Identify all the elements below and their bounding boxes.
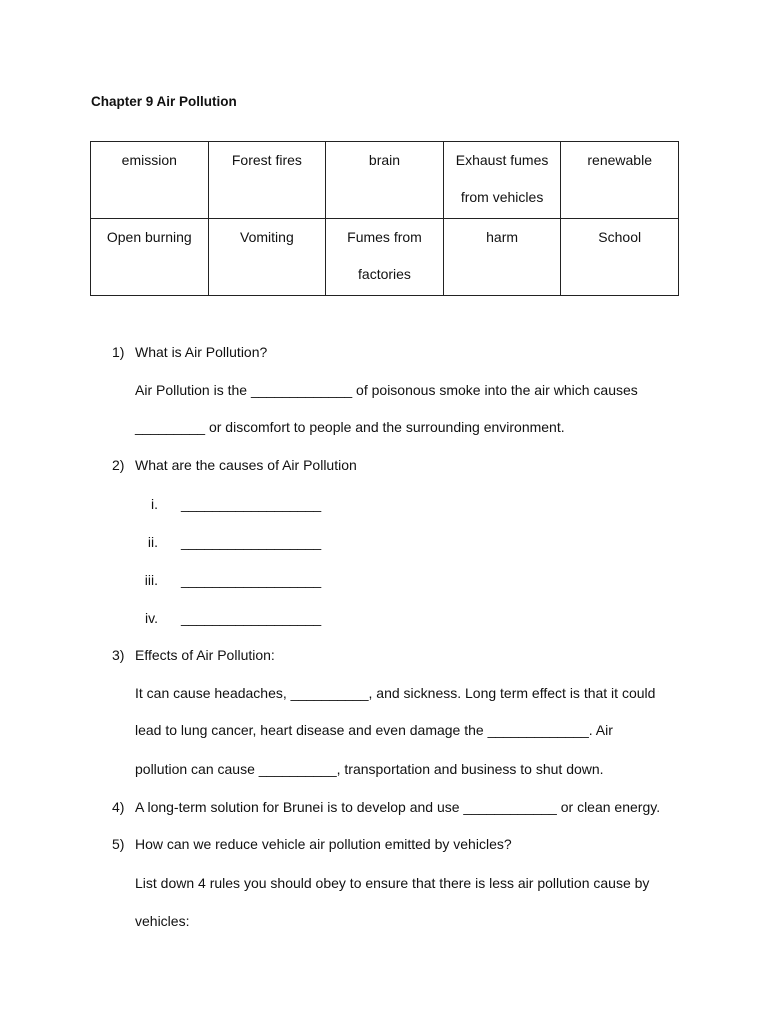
question-number: 3): [112, 647, 125, 663]
answer-line: List down 4 rules you should obey to ensure that there is less air pollution cause by: [135, 875, 650, 891]
answer-line: _________ or discomfort to people and the surrounding environment.: [135, 419, 565, 435]
question-text: A long-term solution for Brunei is to develop and use ____________ or clean energy.: [135, 799, 661, 815]
answer-line: lead to lung cancer, heart disease and even damage the _____________. Air: [135, 722, 613, 738]
word-bank-table: [90, 141, 679, 296]
word-cell: Open burning: [91, 219, 209, 296]
answer-line: It can cause headaches, __________, and sickness. Long term effect is that it could: [135, 685, 656, 701]
question-text: What are the causes of Air Pollution: [135, 457, 357, 473]
question-number: 2): [112, 457, 125, 473]
word-cell: School: [561, 219, 679, 296]
question-4: [112, 798, 660, 816]
answer-blank: __________________: [181, 496, 322, 512]
question-5: [112, 835, 512, 853]
word-cell: Exhaust fumes from vehicles: [443, 142, 561, 219]
table-row: [91, 219, 679, 296]
word-cell: Fumes from factories: [326, 219, 444, 296]
answer-blank: __________________: [181, 610, 322, 626]
question-3: [112, 646, 275, 664]
list-item-number: iv.: [145, 610, 158, 626]
answer-line: vehicles:: [135, 913, 190, 929]
word-cell: Forest fires: [208, 142, 326, 219]
word-cell: harm: [443, 219, 561, 296]
question-text: What is Air Pollution?: [135, 344, 268, 360]
answer-blank: __________________: [181, 572, 322, 588]
table-row: [91, 142, 679, 219]
word-cell: emission: [91, 142, 209, 219]
question-number: 5): [112, 836, 125, 852]
answer-line: pollution can cause __________, transportation and business to shut down.: [135, 761, 604, 777]
answer-line: Air Pollution is the _____________ of poisonous smoke into the air which causes: [135, 382, 638, 398]
question-number: 4): [112, 799, 125, 815]
question-text: How can we reduce vehicle air pollution emitted by vehicles?: [135, 836, 512, 852]
question-text: Effects of Air Pollution:: [135, 647, 275, 663]
list-item-number: ii.: [147, 534, 158, 550]
list-item-number: iii.: [144, 572, 158, 588]
list-item-number: i.: [151, 496, 158, 512]
page-title: Chapter 9 Air Pollution: [91, 94, 237, 109]
question-1: [112, 343, 267, 361]
question-number: 1): [112, 344, 125, 360]
question-2: [112, 456, 357, 474]
word-cell: brain: [326, 142, 444, 219]
word-cell: Vomiting: [208, 219, 326, 296]
word-cell: renewable: [561, 142, 679, 219]
answer-blank: __________________: [181, 534, 322, 550]
